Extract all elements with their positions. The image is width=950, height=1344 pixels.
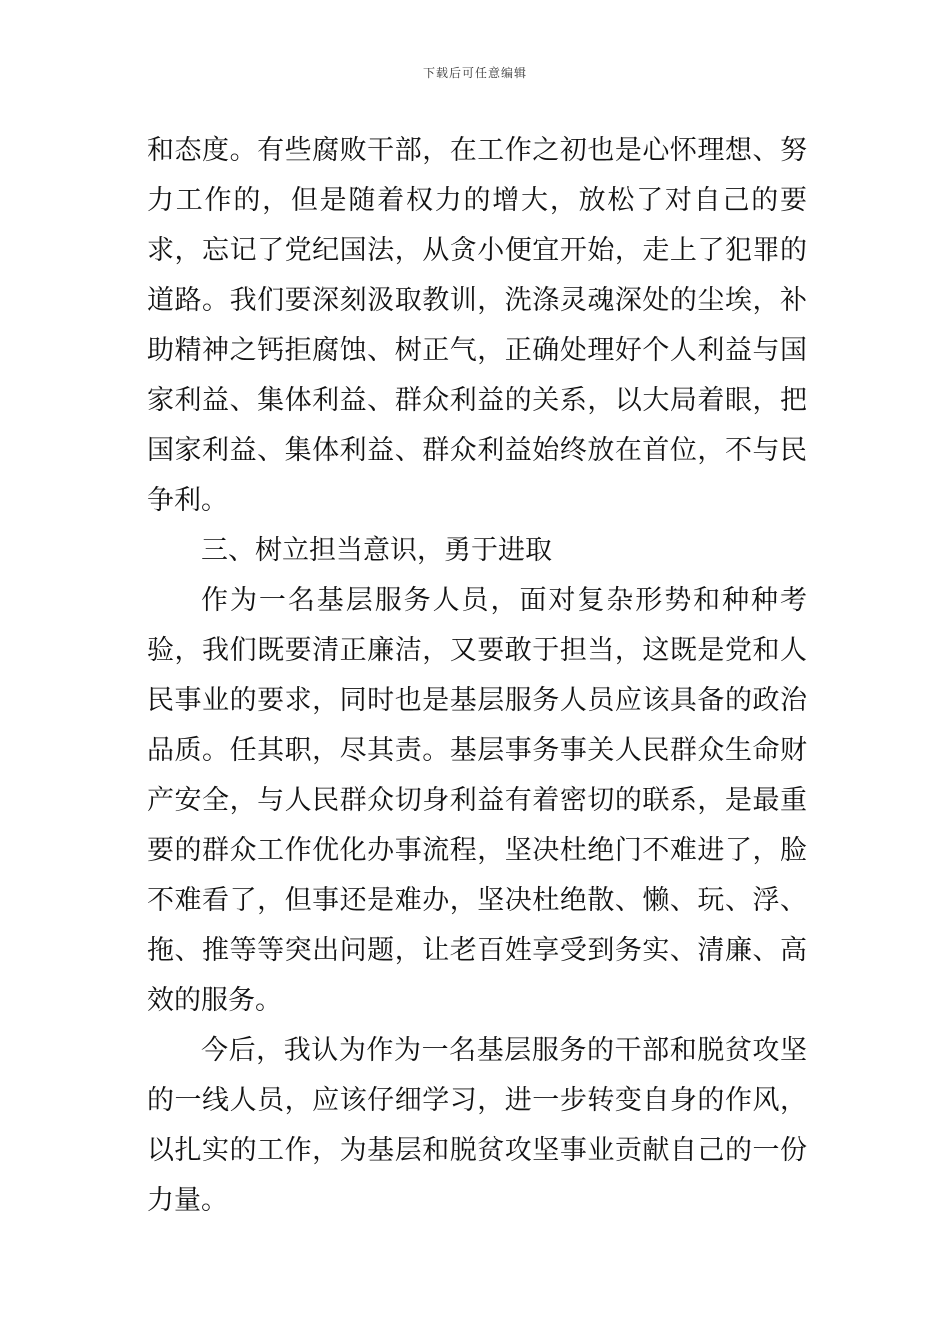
section-heading: 三、树立担当意识，勇于进取 xyxy=(201,535,552,566)
paragraph-continuation: 和态度。有些腐败干部，在工作之初也是心怀理想、努力工作的，但是随着权力的增大，放松了对自己的要求，忘记了党纪国法，从贪小便宜开始，走上了犯罪的道路。我们要深刻汲取教训，洗涤灵魂深处的尘埃，补助精神之钙拒腐蚀、树正气，正确处理好个人利益与国家利益、集体利益、群众利益的关系，以大局着眼，把国家利益、集体利益、群众利益始终放在首位，不与民争利。 xyxy=(147,135,807,516)
document-body xyxy=(147,126,807,1226)
paragraph-conclusion: 今后，我认为作为一名基层服务的干部和脱贫攻坚的一线人员，应该仔细学习，进一步转变自身的作风，以扎实的工作，为基层和脱贫攻坚事业贡献自己的一份力量。 xyxy=(147,1035,807,1216)
paragraph-responsibility: 作为一名基层服务人员，面对复杂形势和种种考验，我们既要清正廉洁，又要敢于担当，这既是党和人民事业的要求，同时也是基层服务人员应该具备的政治品质。任其职，尽其责。基层事务事关人民群众生命财产安全，与人民群众切身利益有着密切的联系，是最重要的群众工作优化办事流程，坚决杜绝门不难进了，脸不难看了，但事还是难办，坚决杜绝散、懒、玩、浮、拖、推等等突出问题，让老百姓享受到务实、清廉、高效的服务。 xyxy=(147,585,807,1016)
header-note: 下载后可任意编辑 xyxy=(422,66,527,80)
